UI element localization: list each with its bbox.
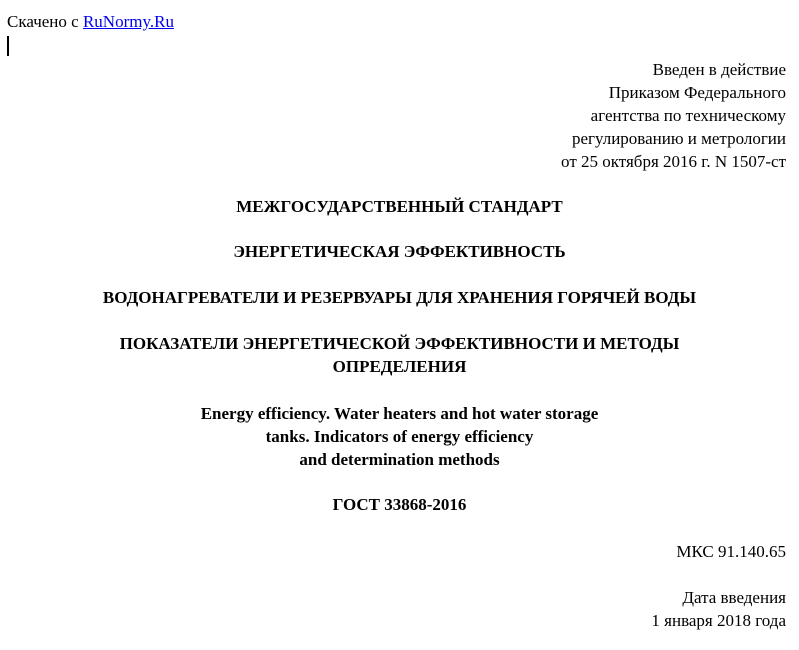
source-prefix: Скачено с: [7, 12, 83, 31]
standard-type-heading: МЕЖГОСУДАРСТВЕННЫЙ СТАНДАРТ: [236, 197, 563, 216]
indicators-heading-line2: ОПРЕДЕЛЕНИЯ: [332, 357, 467, 376]
source-line: [7, 12, 174, 32]
topic-heading: ЭНЕРГЕТИЧЕСКАЯ ЭФФЕКТИВНОСТЬ: [233, 242, 566, 261]
enactment-line: Введен в действие: [652, 60, 786, 79]
indicators-heading-line1: ПОКАЗАТЕЛИ ЭНЕРГЕТИЧЕСКОЙ ЭФФЕКТИВНОСТИ И МЕТОДЫ: [119, 334, 680, 353]
source-link[interactable]: RuNormy.Ru: [82, 12, 174, 31]
gost-number: ГОСТ 33868-2016: [332, 495, 467, 514]
effective-date-label: Дата введения: [682, 588, 786, 607]
enactment-line: агентства по техническому: [590, 106, 786, 125]
english-title-line2: tanks. Indicators of energy efficiency: [265, 427, 534, 446]
subject-heading: ВОДОНАГРЕВАТЕЛИ И РЕЗЕРВУАРЫ ДЛЯ ХРАНЕНИЯ ГОРЯЧЕЙ ВОДЫ: [102, 288, 697, 307]
text-cursor: [7, 36, 9, 56]
english-title-line3: and determination methods: [299, 450, 500, 469]
enactment-line: регулированию и метрологии: [571, 129, 786, 148]
english-title-line1: Energy efficiency. Water heaters and hot water storage: [200, 404, 599, 423]
mks-code: МКС 91.140.65: [676, 542, 786, 561]
effective-date: 1 января 2018 года: [651, 611, 786, 630]
enactment-line: Приказом Федерального: [608, 83, 786, 102]
enactment-notice: [561, 58, 786, 173]
enactment-line: от 25 октября 2016 г. N 1507-ст: [561, 152, 786, 171]
